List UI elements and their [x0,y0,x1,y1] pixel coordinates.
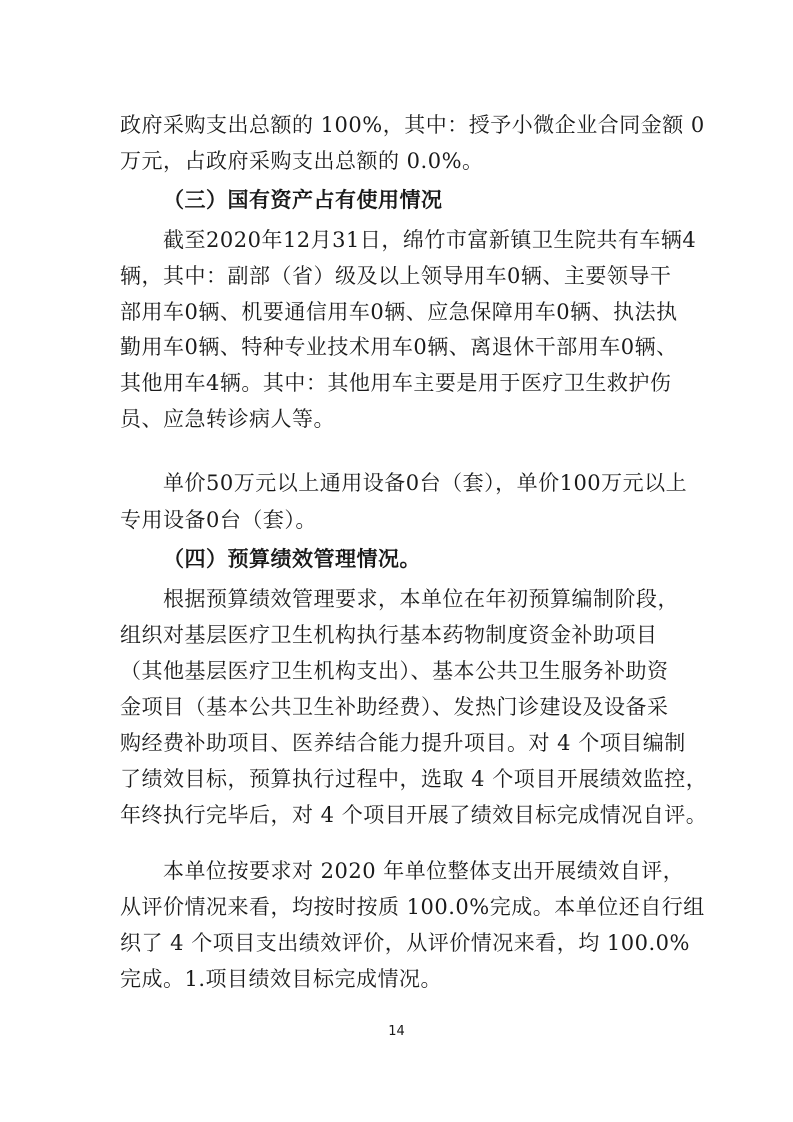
section-heading: （四）预算绩效管理情况。 [163,547,421,571]
text-line: 了绩效目标，预算执行过程中，选取 4 个项目开展绩效监控， [120,767,708,791]
text-line: 完成。1.项目绩效目标完成情况。 [120,967,443,991]
text-line: 截至2020年12月31日，绵竹市富新镇卫生院共有车辆4 [163,228,697,252]
text-line: 本单位按要求对 2020 年单位整体支出开展绩效自评， [163,859,685,883]
text-line: 单价50万元以上通用设备0台（套），单价100万元以上 [163,471,688,495]
text-line: 勤用车0辆、特种专业技术用车0辆、离退休干部用车0辆、 [120,335,678,359]
text-line: 政府采购支出总额的 100%，其中：授予小微企业合同金额 0 [120,113,705,137]
text-line: 其他用车4辆。其中：其他用车主要是用于医疗卫生救护伤 [120,371,672,395]
text-line: 组织对基层医疗卫生机构执行基本药物制度资金补助项目 [120,623,658,647]
text-line: 织了 4 个项目支出绩效评价，从评价情况来看，均 100.0% [120,931,690,955]
text-line: 万元，占政府采购支出总额的 0.0%。 [120,149,484,173]
text-line: 从评价情况来看，均按时按质 100.0%完成。本单位还自行组 [120,895,705,919]
text-line: 购经费补助项目、医养结合能力提升项目。对 4 个项目编制 [120,731,686,755]
text-line: 金项目（基本公共卫生补助经费）、发热门诊建设及设备采 [120,695,669,719]
section-heading: （三）国有资产占有使用情况 [163,188,443,212]
text-line: 年终执行完毕后，对 4 个项目开展了绩效目标完成情况自评。 [120,803,708,827]
text-line: 辆，其中：副部（省）级及以上领导用车0辆、主要领导干 [120,264,672,288]
text-line: 部用车0辆、机要通信用车0辆、应急保障用车0辆、执法执 [120,300,678,324]
text-line: （其他基层医疗卫生机构支出）、基本公共卫生服务补助资 [120,659,669,683]
text-line: 根据预算绩效管理要求，本单位在年初预算编制阶段， [163,587,679,611]
text-line: 员、应急转诊病人等。 [120,407,335,431]
text-line: 专用设备0台（套）。 [120,508,317,532]
page-number: 14 [388,1024,405,1039]
